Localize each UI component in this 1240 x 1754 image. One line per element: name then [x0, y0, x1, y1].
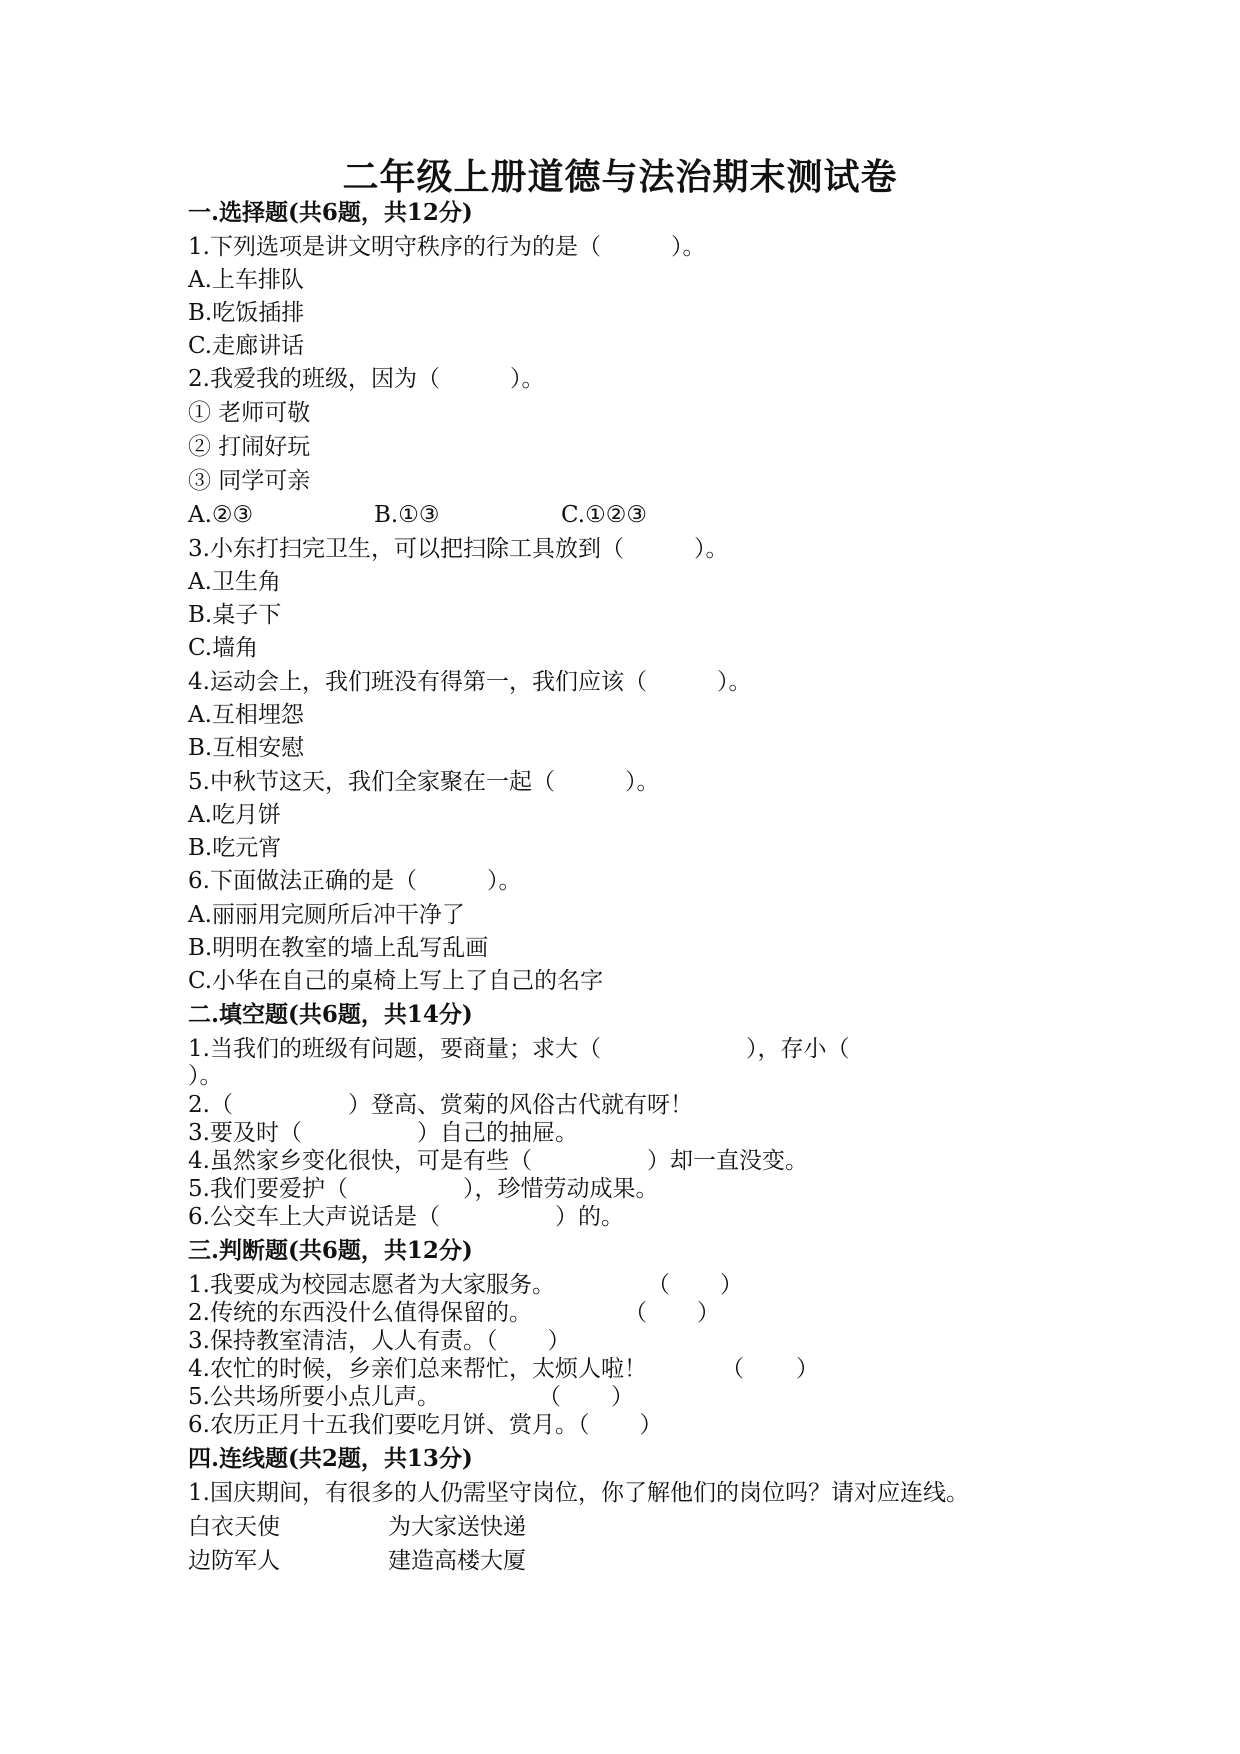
question-2-4: 4.虽然家乡变化很快，可是有些（ ）却一直没变。 [188, 1148, 808, 1174]
question-1-4: 4.运动会上，我们班没有得第一，我们应该（ ）。 [188, 669, 752, 695]
judge-item: 4.农忙的时候，乡亲们总来帮忙，太烦人啦！ （ ） [188, 1356, 819, 1382]
question-1-1: 1.下列选项是讲文明守秩序的行为的是（ ）。 [188, 234, 706, 260]
section-heading-match: 四.连线题(共2题，共13分) [188, 1445, 473, 1472]
judge-item: 1.我要成为校园志愿者为大家服务。 （ ） [188, 1272, 743, 1298]
judge-item: 3.保持教室清洁，人人有责。（ ） [188, 1328, 571, 1354]
option: A.②③ [188, 502, 254, 528]
choice-item: ① 老师可敬 [188, 400, 311, 426]
question-2-5: 5.我们要爱护（ ），珍惜劳动成果。 [188, 1176, 659, 1202]
question-4-1: 1.国庆期间，有很多的人仍需坚守岗位，你了解他们的岗位吗？请对应连线。 [188, 1480, 969, 1506]
section-heading-judge: 三.判断题(共6题，共12分) [188, 1237, 473, 1264]
option: C.小华在自己的桌椅上写上了自己的名字 [188, 968, 604, 994]
choice-item: ② 打闹好玩 [188, 434, 311, 460]
question-1-6: 6.下面做法正确的是（ ）。 [188, 868, 522, 894]
question-2-1-cont: ）。 [188, 1063, 223, 1089]
option: B.互相安慰 [188, 735, 305, 761]
option: A.卫生角 [188, 569, 281, 595]
question-2-1: 1.当我们的班级有问题，要商量；求大（ ），存小（ [188, 1036, 850, 1062]
section-heading-fill: 二.填空题(共6题，共14分) [188, 1001, 473, 1028]
match-right-item: 为大家送快递 [388, 1514, 526, 1540]
option: A.上车排队 [188, 267, 304, 293]
option: C.墙角 [188, 635, 259, 661]
question-2-2: 2.（ ）登高、赏菊的风俗古代就有呀！ [188, 1092, 693, 1118]
judge-item: 2.传统的东西没什么值得保留的。 （ ） [188, 1300, 720, 1326]
question-1-5: 5.中秋节这天，我们全家聚在一起（ ）。 [188, 769, 660, 795]
option: B.①③ [374, 502, 440, 528]
page-title: 二年级上册道德与法治期末测试卷 [342, 156, 898, 198]
option: B.吃元宵 [188, 835, 282, 861]
choice-item: ③ 同学可亲 [188, 468, 311, 494]
option: A.互相埋怨 [188, 702, 304, 728]
question-1-3: 3.小东打扫完卫生，可以把扫除工具放到（ ）。 [188, 536, 729, 562]
option: C.①②③ [561, 502, 647, 528]
section-heading-choice: 一.选择题(共6题，共12分) [188, 199, 473, 226]
question-1-2: 2.我爱我的班级，因为（ ）。 [188, 366, 545, 392]
question-2-3: 3.要及时（ ）自己的抽屉。 [188, 1120, 578, 1146]
option: B.桌子下 [188, 602, 282, 628]
option: A.吃月饼 [188, 802, 281, 828]
option: B.明明在教室的墙上乱写乱画 [188, 935, 489, 961]
match-left-item: 边防军人 [188, 1548, 280, 1574]
judge-item: 6.农历正月十五我们要吃月饼、赏月。（ ） [188, 1412, 663, 1438]
option: C.走廊讲话 [188, 333, 305, 359]
match-left-item: 白衣天使 [188, 1514, 280, 1540]
match-right-item: 建造高楼大厦 [388, 1548, 526, 1574]
question-2-6: 6.公交车上大声说话是（ ）的。 [188, 1204, 624, 1230]
option: A.丽丽用完厕所后冲干净了 [188, 902, 465, 928]
judge-item: 5.公共场所要小点儿声。 （ ） [188, 1384, 634, 1410]
option: B.吃饭插排 [188, 300, 305, 326]
